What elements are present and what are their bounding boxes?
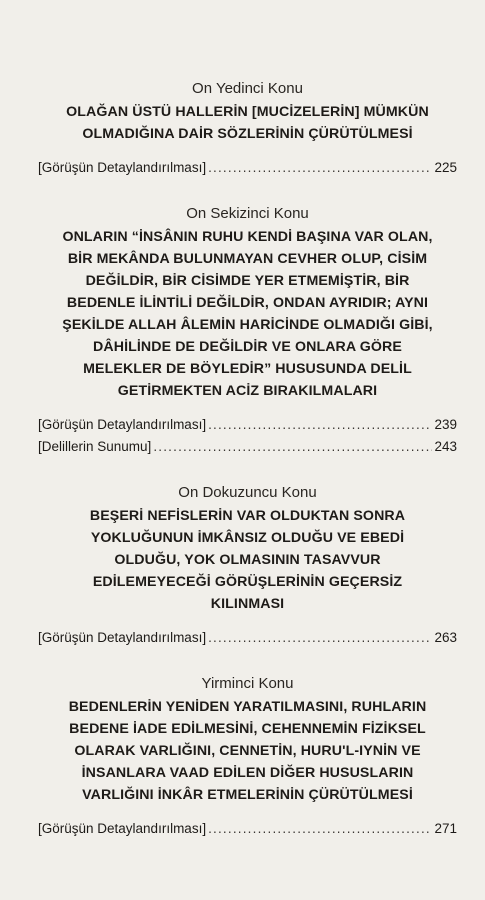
toc-section [38, 484, 457, 649]
section-title-line: BİR MEKÂNDA BULUNMAYAN CEVHER OLUP, CİSİM [67, 251, 428, 267]
dot-leader [208, 818, 432, 840]
toc-entry-text: [Görüşün Detaylandırılması] [38, 821, 207, 836]
section-title-line: GETİRMEKTEN ACİZ BIRAKILMALARI [117, 383, 378, 399]
toc-entry-text: [Görüşün Detaylandırılması] [38, 417, 207, 432]
toc-page-number: 271 [434, 821, 457, 836]
section-title-line: OLDUĞU, YOK OLMASININ TASAVVUR [114, 552, 381, 568]
section-title-line: OLAĞAN ÜSTÜ HALLERİN [MUCİZELERİN] MÜMKÜN [66, 104, 429, 120]
toc-entry[interactable] [38, 436, 457, 458]
section-title [38, 696, 457, 806]
section-title-line: KILINMASI [210, 596, 285, 612]
section-title-line: ONLARIN “İNSÂNIN RUHU KENDİ BAŞINA VAR OLAN, [62, 229, 433, 245]
toc-entry-text: [Görüşün Detaylandırılması] [38, 630, 207, 645]
section-label: Yirminci Konu [201, 675, 294, 692]
section-title-line: VARLIĞINI İNKÂR ETMELERİNİN ÇÜRÜTÜLMESİ [82, 787, 413, 803]
toc-page-number: 263 [434, 630, 457, 645]
section-title-line: BEDENLE İLİNTİLİ DEĞİLDİR, ONDAN AYRIDIR; AYNI [66, 295, 429, 311]
section-title-line: BEDENE İADE EDİLMESİNİ, CEHENNEMİN FİZİKSEL [69, 721, 426, 737]
section-label: On Yedinci Konu [192, 80, 303, 97]
section-label: On Sekizinci Konu [186, 205, 309, 222]
toc-entry[interactable] [38, 627, 457, 649]
section-title [38, 505, 457, 615]
section-title-line: DÂHİLİNDE DE DEĞİLDİR VE ONLARA GÖRE [93, 339, 402, 355]
dot-leader [208, 627, 432, 649]
toc-entry[interactable] [38, 818, 457, 840]
toc-entry-text: [Görüşün Detaylandırılması] [38, 160, 207, 175]
toc-section [38, 80, 457, 179]
section-title [38, 226, 457, 402]
dot-leader [208, 157, 432, 179]
toc-entry[interactable] [38, 414, 457, 436]
section-title-line: DEĞİLDİR, BİR CİSİMDE YER ETMEMİŞTİR, BİR [85, 273, 410, 289]
section-title-line: İNSANLARA VAAD EDİLEN DİĞER HUSUSLARIN [81, 765, 414, 781]
section-title-line: BEŞERİ NEFİSLERİN VAR OLDUKTAN SONRA [89, 508, 406, 524]
toc-section [38, 675, 457, 840]
toc-entry-text: [Delillerin Sunumu] [38, 439, 152, 454]
toc-page-number: 243 [434, 439, 457, 454]
section-label: On Dokuzuncu Konu [178, 484, 317, 501]
section-title-line: OLMADIĞINA DAİR SÖZLERİNİN ÇÜRÜTÜLMESİ [82, 126, 413, 142]
toc-page-number: 225 [434, 160, 457, 175]
section-title-line: MELEKLER DE BÖYLEDİR” HUSUSUNDA DELİL [83, 361, 412, 377]
dot-leader [208, 414, 432, 436]
section-title-line: OLARAK VARLIĞINI, CENNETİN, HURU'L-IYNİN VE [74, 743, 421, 759]
section-title-line: EDİLEMEYECEĞİ GÖRÜŞLERİNİN GEÇERSİZ [92, 574, 403, 590]
dot-leader [153, 436, 432, 458]
toc-page-number: 239 [434, 417, 457, 432]
section-title-line: BEDENLERİN YENİDEN YARATILMASINI, RUHLARIN [68, 699, 427, 715]
section-title-line: YOKLUĞUNUN İMKÂNSIZ OLDUĞU VE EBEDİ [90, 530, 405, 546]
section-title-line: ŞEKİLDE ALLAH ÂLEMİN HARİCİNDE OLMADIĞI GİBİ, [62, 317, 433, 333]
toc-entry[interactable] [38, 157, 457, 179]
section-title [38, 101, 457, 145]
toc-section [38, 205, 457, 458]
